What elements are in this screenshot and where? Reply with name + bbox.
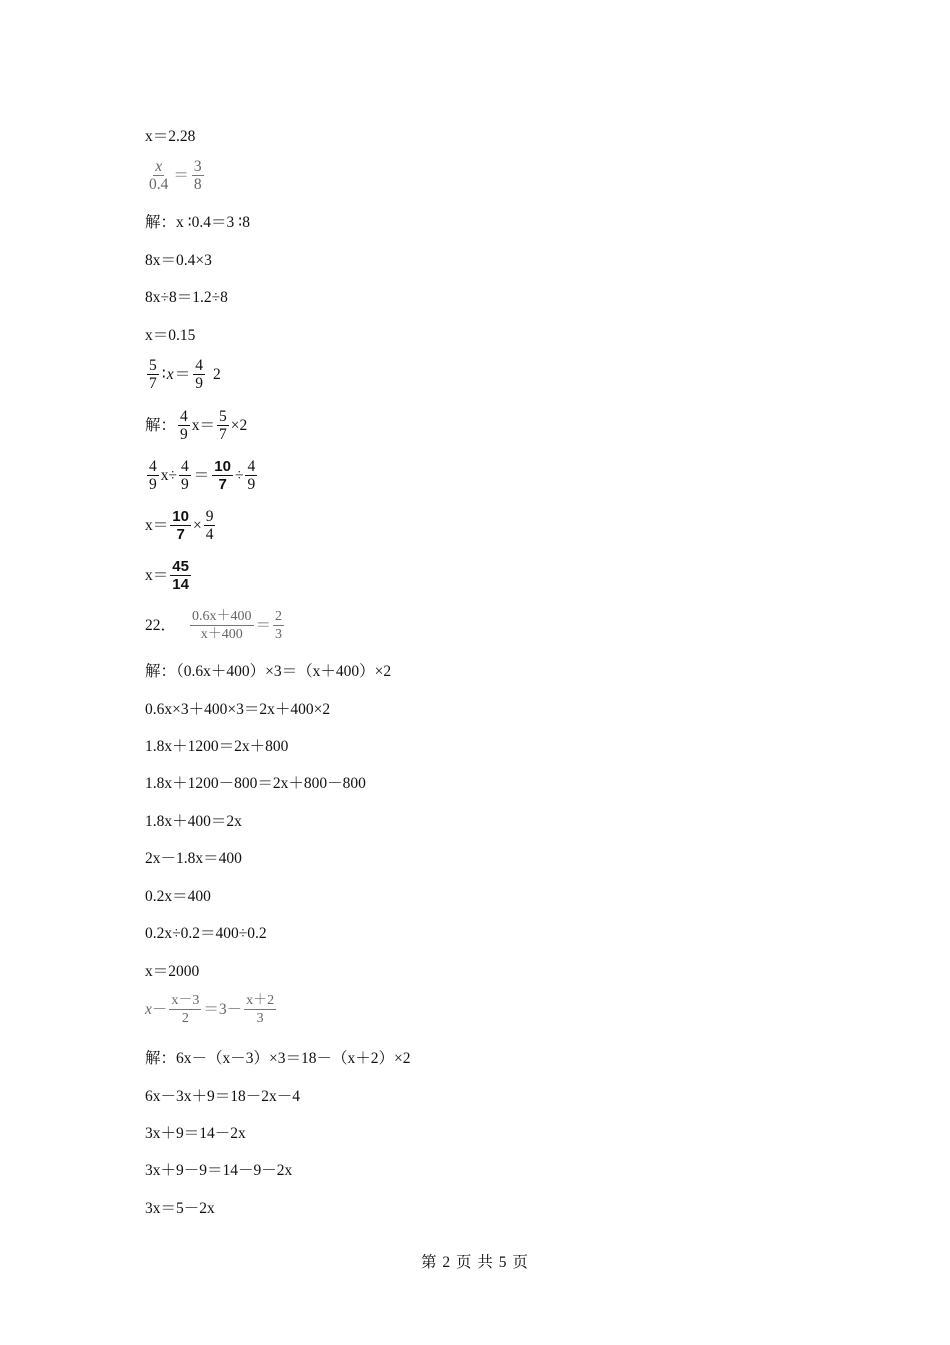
solution-line: 6x－3x＋9＝18－2x－4	[145, 1088, 301, 1105]
fraction	[178, 408, 190, 443]
equation-c	[145, 992, 278, 1027]
problem-number: 22．	[145, 616, 177, 634]
denominator: x＋400	[200, 627, 243, 642]
equals-sign: ＝	[193, 466, 210, 484]
fraction	[192, 158, 204, 193]
division-sign: ÷	[234, 466, 244, 484]
denominator: 9	[149, 476, 157, 493]
numerator: 5	[219, 408, 227, 425]
fraction	[179, 458, 191, 493]
denominator: 4	[205, 526, 214, 543]
times-sign: ×	[192, 516, 202, 534]
solution-line: x＝2000	[145, 963, 200, 980]
numerator: 45	[172, 558, 189, 575]
solution-line: 0.6x×3＋400×3＝2x＋400×2	[145, 701, 331, 718]
solution-line: 3x＋9－9＝14－9－2x	[145, 1162, 293, 1179]
denominator: 7	[218, 476, 227, 493]
denominator: 9	[181, 476, 189, 493]
solution-line: 3x＋9＝14－2x	[145, 1125, 246, 1142]
denominator: 8	[193, 176, 202, 193]
denominator: 0.4	[149, 176, 169, 193]
solution-line: x＝2.28	[145, 128, 196, 145]
numerator: 3	[193, 158, 202, 175]
fraction	[147, 158, 170, 193]
solution-line	[145, 558, 193, 593]
denominator: 14	[172, 576, 189, 593]
equation-fraction-a	[145, 158, 206, 193]
solution-line: 2x－1.8x＝400	[145, 850, 242, 867]
numerator: 9	[205, 508, 214, 525]
numerator: 10	[214, 458, 231, 475]
numerator: 10	[172, 508, 189, 525]
equals-sign: ＝	[174, 365, 191, 383]
fraction	[193, 357, 205, 392]
solution-line: x＝0.15	[145, 327, 196, 344]
fraction	[147, 458, 159, 493]
numerator: 5	[149, 357, 157, 374]
minus-sign: －	[151, 1000, 168, 1018]
denominator: 7	[219, 426, 227, 443]
fraction	[212, 458, 233, 493]
solution-line: 8x÷8＝1.2÷8	[145, 289, 228, 306]
fraction	[190, 608, 254, 643]
solution-line: 1.8x＋400＝2x	[145, 813, 242, 830]
fraction	[147, 357, 159, 392]
solution-line: 解：6x－（x－3）×3＝18－（x＋2）×2	[145, 1050, 411, 1067]
numerator: x	[155, 158, 163, 175]
trailing-number: 2	[212, 365, 221, 383]
denominator: 9	[195, 375, 203, 392]
solution-line	[145, 458, 259, 493]
numerator: 4	[247, 458, 256, 475]
denominator: 3	[256, 1011, 264, 1026]
fraction	[170, 558, 191, 593]
denominator: 9	[180, 426, 188, 443]
variable-x: x	[145, 1000, 152, 1018]
numerator: 4	[149, 458, 157, 475]
solution-line: 3x＝5－2x	[145, 1200, 215, 1217]
problem-22	[145, 608, 286, 643]
denominator: 2	[181, 1011, 189, 1026]
fraction	[273, 608, 284, 643]
solution-line: 解：x ∶0.4＝3 ∶8	[145, 214, 250, 231]
denominator: 3	[275, 627, 283, 642]
numerator: 2	[275, 609, 283, 624]
page-footer: 第 2 页 共 5 页	[421, 1254, 529, 1271]
variable-x: x	[166, 365, 174, 383]
colon: ∶	[161, 365, 166, 383]
fraction	[169, 992, 201, 1027]
equation-22	[188, 608, 286, 643]
expression-text: x＝	[191, 416, 216, 434]
solution-line: 8x＝0.4×3	[145, 252, 212, 269]
fraction	[244, 992, 276, 1027]
numerator: 0.6x＋400	[192, 609, 252, 624]
expression-text: ＝3－	[203, 1000, 243, 1018]
solution-line	[145, 408, 247, 443]
fraction	[170, 508, 191, 543]
numerator: x＋2	[246, 993, 275, 1008]
equals-sign: ＝	[255, 616, 272, 634]
fraction	[217, 408, 229, 443]
expression-text: ×2	[230, 416, 248, 434]
numerator: x－3	[171, 993, 200, 1008]
denominator: 7	[149, 375, 157, 392]
equation-ratio-b	[145, 357, 221, 392]
equals-sign: ＝	[173, 166, 189, 184]
fraction	[204, 508, 216, 543]
solution-line: 1.8x＋1200＝2x＋800	[145, 738, 289, 755]
numerator: 4	[195, 357, 203, 374]
expression-text: x÷	[160, 466, 178, 484]
numerator: 4	[181, 458, 189, 475]
solution-line: 1.8x＋1200－800＝2x＋800－800	[145, 775, 366, 792]
solution-prefix: x＝	[145, 566, 169, 584]
solution-line: 0.2x＝400	[145, 888, 211, 905]
numerator: 4	[180, 408, 188, 425]
solution-line: 0.2x÷0.2＝400÷0.2	[145, 925, 267, 942]
solution-line	[145, 508, 217, 543]
denominator: 7	[176, 526, 185, 543]
solution-prefix: 解：	[145, 416, 177, 434]
solution-prefix: x＝	[145, 516, 169, 534]
solution-line: 解：（0.6x＋400）×3＝（x＋400）×2	[145, 663, 392, 680]
fraction	[245, 458, 257, 493]
denominator: 9	[247, 476, 256, 493]
